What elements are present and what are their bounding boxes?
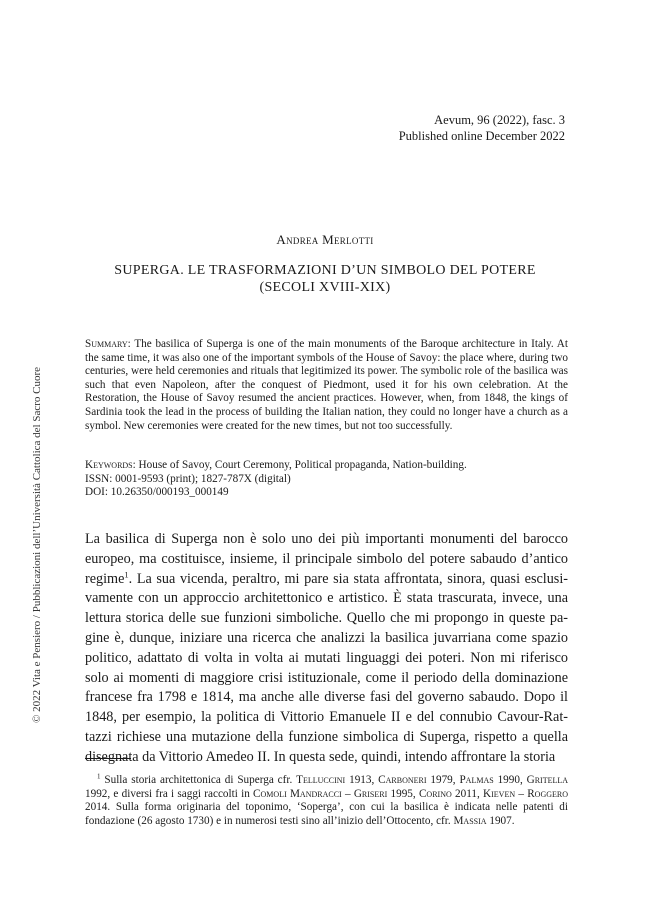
footnote-text: Sulla storia architettonica di Superga cfr. [100,774,297,786]
journal-citation: Aevum, 96 (2022), fasc. 3 [434,113,565,127]
publication-date: Published online December 2022 [398,129,565,143]
footnote-reference: 1 [124,568,129,579]
copyright-notice: © 2022 Vita e Pensiero / Pubblicazioni dell’Università Cattolica del Sacro Cuore [31,366,43,724]
footnote-text: 1907. [486,814,515,827]
body-text-part-2: . La sua vicenda, peraltro, mi pare sia stata affrontata, sinora, quasi esclusivamente con un approccio architettonico e artistico. È stata trascurata, invece, una lettura storica delle sue funzioni simboliche. Quello che mi propongo in queste pagine è, dunque, iniziare una ricerca che analizzi la basilica juvarriana come spazio politico, adattato di volta in volta ai mutati linguaggi dei poteri. Non mi riferisco solo ai momenti di maggiore crisi istituzionale, come il periodo della dominazione francese fra 1798 e 1814, ma anche alle diverse fasi del governo sabaudo. Dopo il 1848, per esempio, la politica di Vittorio Emanuele II e del connubio Cavour-Rattazzi richiese una mutazione della funzione simbolica di Superga, rispetto a quella disegnata da Vittorio Amedeo II. In questa sede, quindi, intendo affrontare la storia [85,570,568,765]
author-name: Andrea Merlotti [276,232,374,247]
cited-author: Telluccini [296,774,346,786]
footnote-text: 1992, e diversi fra i saggi raccolti in [85,787,254,800]
summary-text: The basilica of Superga is one of the main monuments of the Baroque architecture in Italy. At the same time, it was also one of the important symbols of the House of Savoy: the place where, during two centuries, were held ceremonies and rituals that legitimized its power. The symbolic role of the basilica was such that even Napoleon, after the conquest of Piedmont, used it for his own celebration. At the Restoration, the House of Savoy resumed the ancient practices. However, when, from 1848, the kings of Sardinia took the lead in the process of building the Italian nation, they could no longer have a church as a symbol. New ceremonies were created for the new times, but not too successfully. [85,338,568,432]
cited-author: Carboneri [378,774,427,786]
cited-author: Palmas [459,774,494,786]
footnote-separator [85,758,131,759]
footnote-text: 2011, [451,787,484,800]
cited-author: Comoli Mandracci – Griseri [253,787,388,800]
footnote [85,774,568,828]
title-line-1: SUPERGA. LE TRASFORMAZIONI D’UN SIMBOLO DEL POTERE [114,263,536,278]
footnote-text: 1913, [345,774,379,786]
summary-label: Summary: [85,338,131,350]
footnote-text: 2014. Sulla forma originaria del toponimo, ‘Soperga’, con cui la basilica è indicata nelle patenti di fondazione (26 agosto 1730) e in numerosi testi sino all’inizio dell’Ottocento, cfr. [85,801,568,827]
doi: DOI: 10.26350/000193_000149 [85,486,229,499]
cited-author: Corino [418,787,452,800]
title-line-2: (SECOLI XVIII-XIX) [259,280,391,295]
cited-author: Gritella [526,774,569,786]
journal-header [399,112,565,144]
cited-author: Kieven – Roggero [483,787,569,800]
keywords-label: Keywords: [85,459,136,471]
body-paragraph [85,530,568,768]
footnote-text: 1979, [426,774,460,786]
footnote-number: 1 [97,772,101,781]
footnote-text: 1990, [493,774,527,786]
footnote-text: 1995, [387,787,419,800]
abstract [85,338,568,433]
cited-author: Massia [453,814,487,827]
article-metadata [85,459,568,500]
article-title [0,262,650,296]
body-text-part-1: La basilica di Superga non è solo uno dei più importanti monumenti del barocco europeo, ma costituisce, insieme, il principale simbolo del potere sabaudo d’antico regime [85,531,568,587]
keywords-text: House of Savoy, Court Ceremony, Political propaganda, Nation-building. [135,459,467,471]
keywords-line [85,459,568,473]
issn: ISSN: 0001-9593 (print); 1827-787X (digital) [85,472,291,485]
